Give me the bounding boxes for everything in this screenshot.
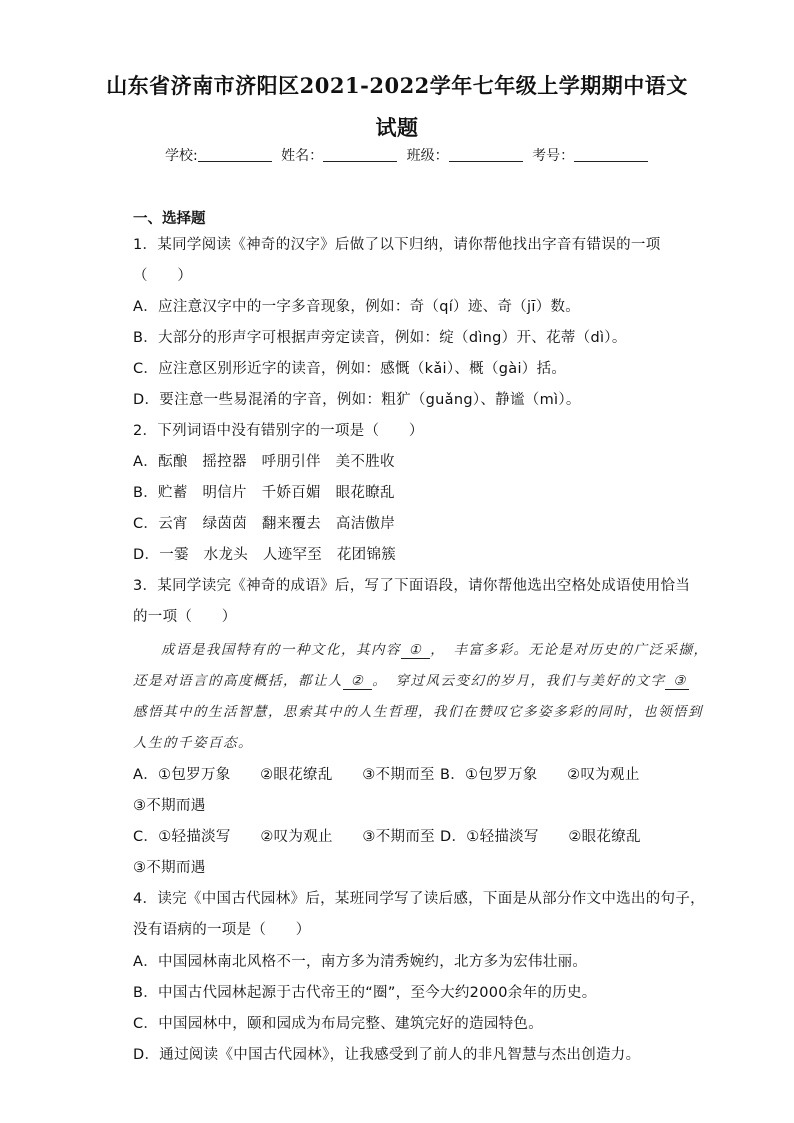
blank-1: ① [401, 642, 430, 659]
q4-option-d: D．通过阅读《中国古代园林》，让我感受到了前人的非凡智慧与杰出创造力。 [133, 1047, 641, 1063]
q2-option-d: D．一霎 水龙头 人迹罕至 花团锦簇 [133, 547, 397, 563]
q4-option-b: B．中国古代园林起源于古代帝王的“圈”，至今大约2000余年的历史。 [133, 985, 597, 1001]
section-heading: 一、选择题 [133, 211, 206, 227]
exam-title-line2: 试题 [375, 115, 419, 140]
q3-passage-line3: 感悟其中的生活智慧，思索其中的人生哲理，我们在赞叹它多姿多彩的同时，也领悟到 [133, 704, 703, 720]
q1-option-b: B．大部分的形声字可根据声旁定读音，例如：绽（dìng）开、花蒂（dì）。 [133, 330, 627, 346]
q4-stem: 4．读完《中国古代园林》后，某班同学写了读后感，下面是从部分作文中选出的句子， [133, 891, 705, 907]
q3-option-d: D．①轻描淡写 ②眼花缭乱 [440, 829, 641, 845]
class-blank [449, 147, 523, 162]
q3-stem: 3．某同学读完《神奇的成语》后，写了下面语段，请你帮他选出空格处成语使用恰当 [133, 578, 691, 594]
class-label: 班级： [406, 148, 449, 164]
q4-option-c: C．中国园林中，颐和园成为布局完整、建筑完好的造园特色。 [133, 1016, 544, 1032]
q2-option-b: B．贮蓄 明信片 千娇百媚 眼花瞭乱 [133, 485, 395, 501]
q3-passage-line1: 成语是我国特有的一种文化，其内容 ① ， 丰富多彩。无论是对历史的广泛采撷， [161, 642, 709, 658]
blank-2: ② [343, 673, 372, 690]
q1-option-a: A．应注意汉字中的一字多音现象，例如：奇（qí）迹、奇（jī）数。 [133, 299, 581, 315]
q4-option-a: A．中国园林南北风格不一，南方多为清秀婉约，北方多为宏伟壮丽。 [133, 954, 588, 970]
school-label: 学校: [165, 148, 198, 164]
name-blank [323, 147, 397, 162]
q3-option-d-cont: ③不期而遇 [133, 860, 206, 876]
q3-option-a: A．①包罗万象 ②眼花缭乱 ③不期而至 [133, 767, 435, 783]
exam-no-label: 考号： [532, 148, 575, 164]
q1-stem-paren: （ ） [133, 268, 193, 284]
q4-stem-cont: 没有语病的一项是（ ） [133, 922, 311, 938]
blank-3: ③ [665, 673, 688, 690]
q3-option-b-cont: ③不期而遇 [133, 798, 206, 814]
q2-stem: 2．下列词语中没有错别字的一项是（ ） [133, 423, 424, 439]
q1-stem: 1．某同学阅读《神奇的汉字》后做了以下归纳，请你帮他找出字音有错误的一项 [133, 237, 661, 253]
q1-option-c: C．应注意区别形近字的读音，例如：感慨（kǎi）、概（gài）括。 [133, 361, 567, 377]
name-label: 姓名： [281, 148, 324, 164]
q3-passage-line4: 人生的千姿百态。 [133, 735, 253, 751]
q3-passage-line2: 还是对语言的高度概括，都让人 ② 。 穿过风云变幻的岁月，我们与美好的文字 ③ [133, 673, 687, 689]
q3-stem-cont: 的一项（ ） [133, 609, 237, 625]
q3-option-b: B．①包罗万象 ②叹为观止 [440, 767, 640, 783]
exam-no-blank [574, 147, 648, 162]
student-info-row [165, 145, 651, 165]
q2-option-c: C．云宵 绿茵茵 翻来覆去 高洁傲岸 [133, 516, 396, 532]
q1-option-d: D．要注意一些易混淆的字音，例如：粗犷（guǎng）、静谧（mì）。 [133, 392, 581, 408]
school-blank [198, 147, 272, 162]
exam-title-line1: 山东省济南市济阳区2021-2022学年七年级上学期期中语文 [106, 73, 688, 98]
q3-option-c: C．①轻描淡写 ②叹为观止 ③不期而至 [133, 829, 435, 845]
q2-option-a: A．酝酿 摇控器 呼朋引伴 美不胜收 [133, 454, 395, 470]
